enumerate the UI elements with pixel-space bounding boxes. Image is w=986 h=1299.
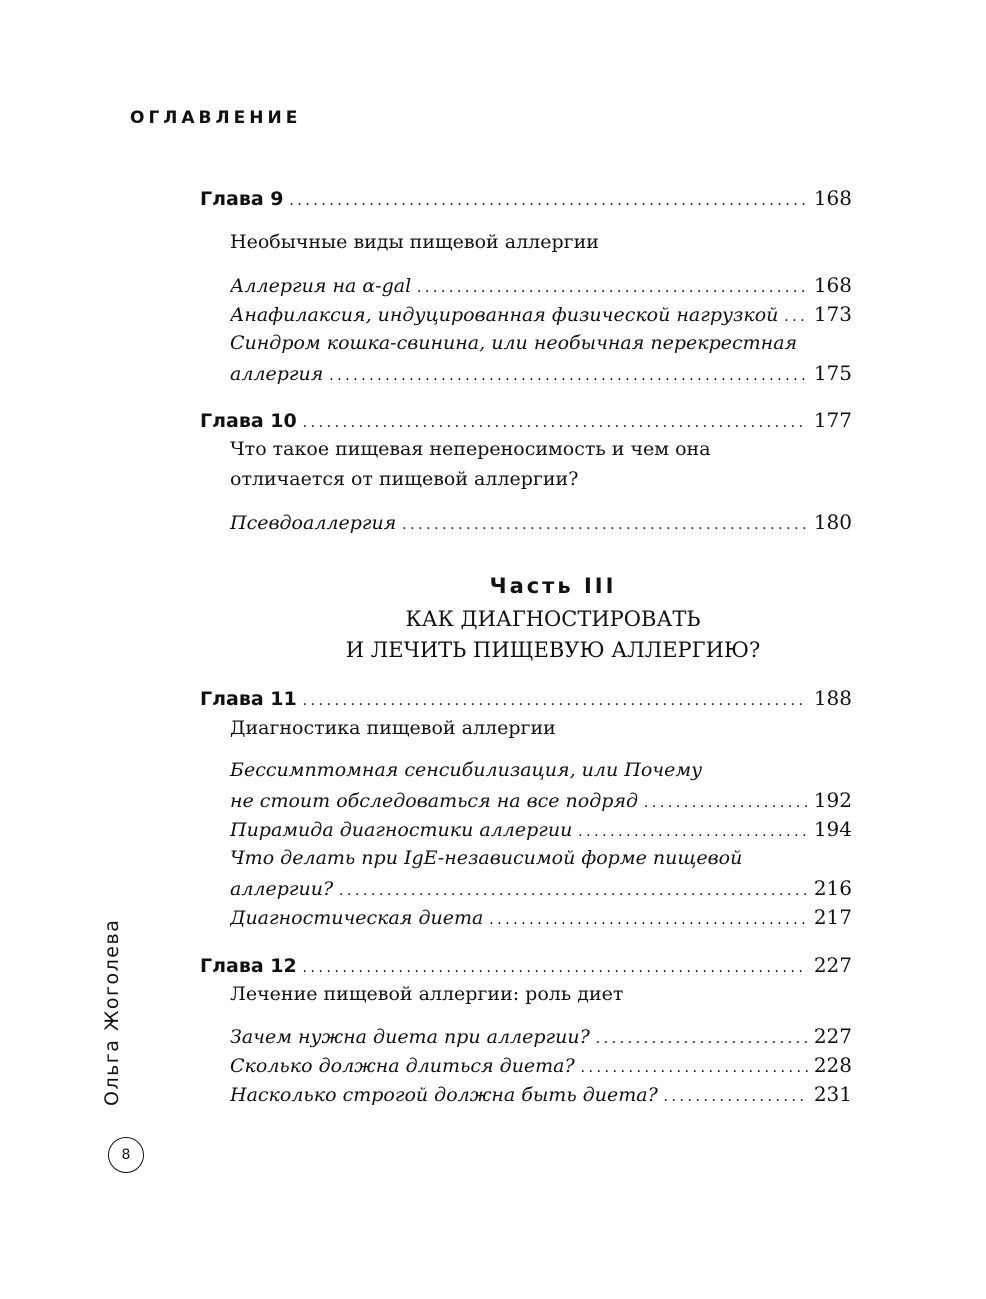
page-ref: 216 <box>813 876 852 900</box>
chapter-label: Глава 9 <box>200 188 284 210</box>
chapter-label: Глава 12 <box>200 955 297 977</box>
part-title: Часть III <box>489 574 617 598</box>
page-ref: 194 <box>813 817 852 841</box>
toc-entry[interactable] <box>230 510 852 534</box>
chapter-label: Глава 10 <box>200 410 297 432</box>
chapter-title: Лечение пищевой аллергии: роль диет <box>230 983 624 1005</box>
dot-leader <box>596 1030 808 1048</box>
toc-chapter-11[interactable] <box>200 686 852 710</box>
dot-leader <box>290 192 808 210</box>
entry-label: Диагностическая диета <box>230 907 484 929</box>
toc-entry[interactable] <box>230 1082 852 1106</box>
entry-label-line1[interactable]: Синдром кошка-свинина, или необычная перекрестная <box>230 332 798 354</box>
toc-chapter-9[interactable] <box>200 186 852 210</box>
toc-entry[interactable] <box>230 876 852 900</box>
toc-entry[interactable] <box>230 1024 852 1048</box>
dot-leader <box>303 959 808 977</box>
entry-label: аллергия <box>230 363 324 385</box>
entry-label: Сколько должна длиться диета? <box>230 1055 575 1077</box>
dot-leader <box>303 692 808 710</box>
dot-leader <box>402 516 807 534</box>
dot-leader <box>664 1088 808 1106</box>
toc-entry[interactable] <box>230 1053 852 1077</box>
chapter-title: Диагностика пищевой аллергии <box>230 717 556 739</box>
page-ref: 180 <box>813 510 852 534</box>
dot-leader <box>489 911 807 929</box>
toc-entry[interactable] <box>230 361 852 385</box>
dot-leader <box>303 414 808 432</box>
page-number: 8 <box>121 1147 131 1163</box>
toc-chapter-12[interactable] <box>200 953 852 977</box>
page-ref: 175 <box>813 361 852 385</box>
toc-entry[interactable] <box>230 788 852 812</box>
dot-leader <box>578 823 807 841</box>
dot-leader <box>784 308 807 326</box>
part-subtitle: КАК ДИАГНОСТИРОВАТЬ <box>405 607 701 631</box>
entry-label: Аллергия на α-gal <box>230 275 412 297</box>
author-name: Ольга Жоголева <box>101 918 123 1106</box>
chapter-title: Необычные виды пищевой аллергии <box>230 231 599 253</box>
chapter-title: отличается от пищевой аллергии? <box>230 468 579 490</box>
page-ref: 228 <box>813 1053 852 1077</box>
page-ref: 231 <box>813 1082 852 1106</box>
part-subtitle: И ЛЕЧИТЬ ПИЩЕВУЮ АЛЛЕРГИЮ? <box>345 638 761 662</box>
entry-label: Псевдоаллергия <box>230 512 397 534</box>
page-ref: 192 <box>813 788 852 812</box>
dot-leader <box>581 1059 808 1077</box>
chapter-label: Глава 11 <box>200 688 297 710</box>
entry-label: не стоит обследоваться на все подряд <box>230 790 639 812</box>
entry-label: Зачем нужна диета при аллергии? <box>230 1026 590 1048</box>
page-ref: 168 <box>813 186 852 210</box>
page-number-badge <box>108 1137 144 1173</box>
page-ref: 188 <box>813 686 852 710</box>
chapter-title: Что такое пищевая непереносимость и чем она <box>230 438 711 460</box>
entry-label-line1[interactable]: Бессимптомная сенсибилизация, или Почему <box>230 759 703 781</box>
toc-entry[interactable] <box>230 302 852 326</box>
toc-chapter-10[interactable] <box>200 408 852 432</box>
page-ref: 173 <box>813 302 852 326</box>
entry-label-line1[interactable]: Что делать при IgE-независимой форме пищевой <box>230 847 743 869</box>
toc-entry[interactable] <box>230 817 852 841</box>
dot-leader <box>417 279 808 297</box>
entry-label: Пирамида диагностики аллергии <box>230 819 573 841</box>
toc-entry[interactable] <box>230 273 852 297</box>
dot-leader <box>329 367 807 385</box>
toc-header: ОГЛАВЛЕНИЕ <box>130 108 302 128</box>
dot-leader <box>339 882 808 900</box>
page-ref: 227 <box>813 1024 852 1048</box>
entry-label: Анафилаксия, индуцированная физической нагрузкой <box>230 304 779 326</box>
entry-label: Насколько строгой должна быть диета? <box>230 1084 658 1106</box>
page-ref: 168 <box>813 273 852 297</box>
entry-label: аллергии? <box>230 878 334 900</box>
toc-entry[interactable] <box>230 905 852 929</box>
page-ref: 217 <box>813 905 852 929</box>
page-ref: 177 <box>813 408 852 432</box>
dot-leader <box>644 794 808 812</box>
page-ref: 227 <box>813 953 852 977</box>
